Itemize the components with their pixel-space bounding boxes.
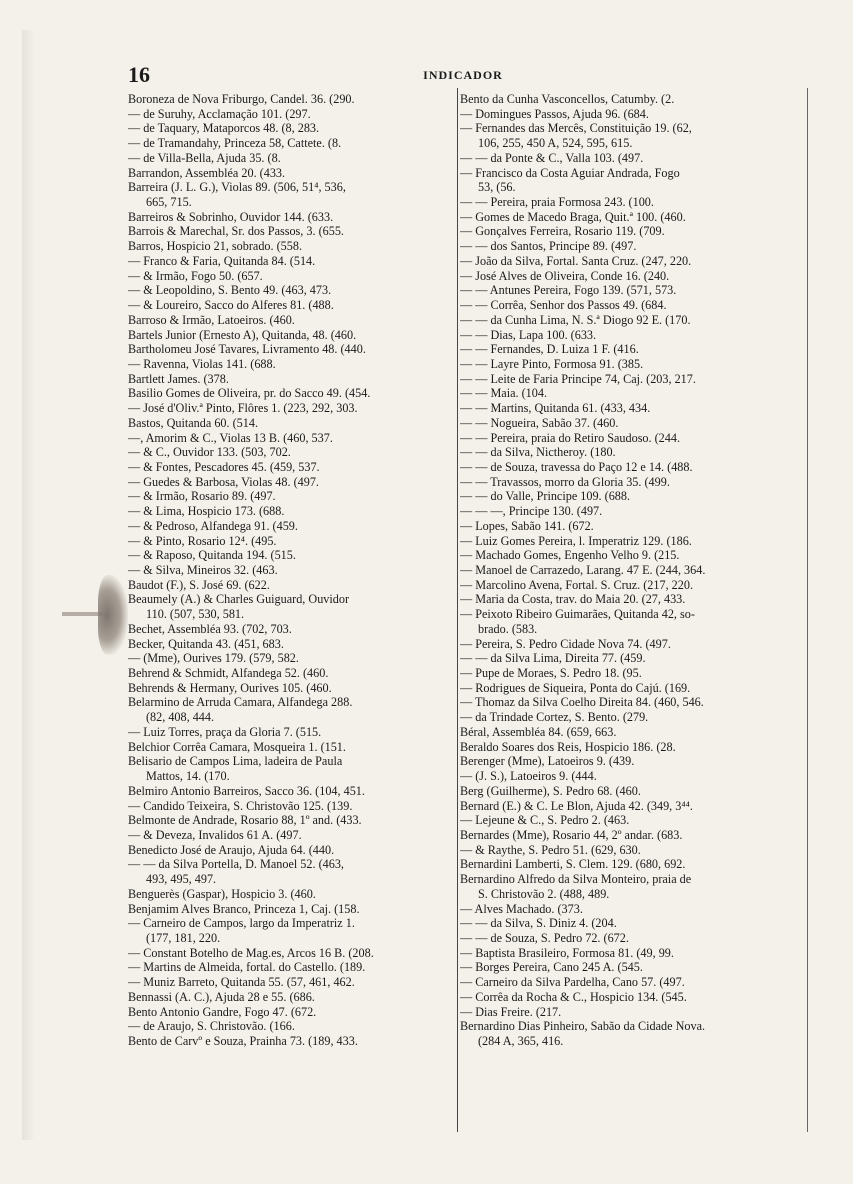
directory-entry: —, Amorim & C., Violas 13 B. (460, 537. [128,430,333,445]
directory-entry: — & Fontes, Pescadores 45. (459, 537. [128,459,320,474]
page-number: 16 [128,62,150,87]
directory-entry: — Constant Botelho de Mag.es, Arcos 16 B. (208. [128,945,374,960]
directory-entry: — — Nogueira, Sabão 37. (460. [460,415,619,430]
directory-entry: Bento de Carvº e Souza, Prainha 73. (189, 433. [128,1034,358,1048]
directory-entry: — — da Cunha Lima, N. S.ª Diogo 92 E. (170. [460,312,691,327]
directory-entry: Berg (Guilherme), S. Pedro 68. (460. [460,783,641,798]
directory-entry: — — Pereira, praia Formosa 243. (100. [460,195,654,210]
directory-entry: Bernardes (Mme), Rosario 44, 2º andar. (683. [460,827,683,842]
directory-entry: brado. (583. [478,621,538,636]
directory-entry: Bernardini Lamberti, S. Clem. 129. (680, 692. [460,857,686,872]
directory-entry: — — Antunes Pereira, Fogo 139. (571, 573. [460,283,677,298]
directory-entry: — Muniz Barreto, Quitanda 55. (57, 461, 462. [128,975,355,990]
directory-entry: Bento Antonio Gandre, Fogo 47. (672. [128,1004,317,1019]
directory-entry: Benedicto José de Araujo, Ajuda 64. (440. [128,842,335,857]
directory-entry: — Ravenna, Violas 141. (688. [128,356,276,371]
directory-entry: Bartlett James. (378. [128,371,229,386]
directory-entry: 493, 495, 497. [146,872,217,887]
directory-entry: — — Dias, Lapa 100. (633. [460,327,597,342]
directory-entry: — Carneiro da Silva Pardelha, Cano 57. (497. [460,975,685,990]
directory-entry: — Francisco da Costa Aguiar Andrada, Fogo [460,165,680,180]
directory-entry: — & Lima, Hospicio 173. (688. [128,504,285,519]
directory-entry: Barros, Hospicio 21, sobrado. (558. [128,239,302,254]
directory-entry: — — do Valle, Principe 109. (688. [460,489,631,504]
directory-entry: — de Suruhy, Acclamação 101. (297. [128,106,311,121]
directory-columns [128,92,808,1132]
right-column [460,92,808,1132]
directory-entry: — José d'Oliv.ª Pinto, Flôres 1. (223, 292, 303. [128,401,358,416]
directory-entry: Boroneza de Nova Friburgo, Candel. 36. (290. [128,92,355,106]
directory-entry: Barrois & Marechal, Sr. dos Passos, 3. (655. [128,224,344,239]
directory-entry: — Machado Gomes, Engenho Velho 9. (215. [460,548,680,563]
directory-entry: — — Pereira, praia do Retiro Saudoso. (244. [460,430,681,445]
directory-entry: — Luiz Gomes Pereira, l. Imperatriz 129. (186. [460,533,692,548]
page-edge-shadow [22,30,36,1140]
running-title: INDICADOR [423,68,503,82]
directory-entry: — — da Silva Portella, D. Manoel 52. (463, [128,857,344,872]
directory-entry: — — de Souza, S. Pedro 72. (672. [460,930,629,945]
directory-entry: — & C., Ouvidor 133. (503, 702. [128,445,291,460]
directory-entry: — Martins de Almeida, fortal. do Castello. (189. [128,960,366,975]
directory-entry: — Carneiro de Campos, largo da Imperatriz 1. [128,916,355,931]
directory-entry: Bastos, Quitanda 60. (514. [128,415,258,430]
directory-entry: — (J. S.), Latoeiros 9. (444. [460,769,597,784]
directory-entry: — Gonçalves Ferreira, Rosario 119. (709. [460,224,665,239]
directory-entry: — & Deveza, Invalidos 61 A. (497. [128,827,302,842]
directory-entry: — Pereira, S. Pedro Cidade Nova 74. (497. [460,636,671,651]
directory-entry: — & Pedroso, Alfandega 91. (459. [128,518,298,533]
directory-entry: — — Fernandes, D. Luiza 1 F. (416. [460,342,639,357]
directory-entry: — & Raposo, Quitanda 194. (515. [128,548,296,563]
directory-entry: Belmonte de Andrade, Rosario 88, 1º and. (433. [128,813,362,828]
directory-entry: Bechet, Assembléa 93. (702, 703. [128,621,292,636]
directory-entry: — João da Silva, Fortal. Santa Cruz. (247, 220. [460,253,692,268]
directory-entry: — Gomes de Macedo Braga, Quit.ª 100. (460. [460,209,686,224]
directory-entry: — Pupe de Moraes, S. Pedro 18. (95. [460,666,642,681]
directory-entry: — — da Ponte & C., Valla 103. (497. [460,150,644,165]
directory-entry: — Dias Freire. (217. [460,1004,562,1019]
directory-entry: Basilio Gomes de Oliveira, pr. do Sacco 49. (454. [128,386,371,401]
directory-entry: Bernard (E.) & C. Le Blon, Ajuda 42. (349, 3⁴⁴. [460,798,693,813]
directory-entry: (82, 408, 444. [146,710,215,725]
directory-entry: — — dos Santos, Principe 89. (497. [460,239,637,254]
directory-entry: — Thomaz da Silva Coelho Direita 84. (460, 546. [460,695,704,710]
directory-entry: Barreira (J. L. G.), Violas 89. (506, 51⁴, 536, [128,180,346,195]
directory-entry: — Rodrigues de Siqueira, Ponta do Cajú. (169. [460,680,691,695]
directory-entry: — Candido Teixeira, S. Christovão 125. (139. [128,798,353,813]
directory-entry: — — Martins, Quitanda 61. (433, 434. [460,401,651,416]
directory-entry: — — da Silva Lima, Direita 77. (459. [460,651,646,666]
directory-entry: — da Trindade Cortez, S. Bento. (279. [460,710,649,725]
directory-entry: Bernardino Alfredo da Silva Monteiro, praia de [460,872,692,887]
directory-entry: — Domingues Passos, Ajuda 96. (684. [460,106,649,121]
directory-entry: — de Araujo, S. Christovão. (166. [128,1019,295,1034]
directory-entry: Belmiro Antonio Barreiros, Sacco 36. (104, 451. [128,783,365,798]
directory-entry: — (Mme), Ourives 179. (579, 582. [128,651,299,666]
directory-entry: Belarmino de Arruda Camara, Alfandega 288. [128,695,353,710]
directory-entry: — & Silva, Mineiros 32. (463. [128,563,278,577]
directory-entry: Belisario de Campos Lima, ladeira de Paula [128,754,343,769]
directory-entry: Bento da Cunha Vasconcellos, Catumby. (2. [460,92,675,106]
directory-entry: — & Loureiro, Sacco do Alferes 81. (488. [128,298,334,313]
directory-entry: — — Travassos, morro da Gloria 35. (499. [460,474,670,489]
directory-entry: Bennassi (A. C.), Ajuda 28 e 55. (686. [128,989,315,1004]
directory-entry: Barrandon, Assembléa 20. (433. [128,165,286,180]
directory-entry: — Franco & Faria, Quitanda 84. (514. [128,253,316,268]
directory-entry: — Lejeune & C., S. Pedro 2. (463. [460,813,630,828]
directory-entry: Mattos, 14. (170. [146,769,230,784]
directory-entry: — Manoel de Carrazedo, Larang. 47 E. (244, 364. [460,563,706,577]
directory-entry: — Luiz Torres, praça da Gloria 7. (515. [128,724,322,739]
left-column [128,92,458,1132]
directory-entry: — Alves Machado. (373. [460,901,583,916]
directory-entry: Baudot (F.), S. José 69. (622. [128,577,270,592]
directory-entry: — — Leite de Faria Principe 74, Caj. (203, 217. [460,371,696,386]
directory-entry: Belchior Corrêa Camara, Mosqueira 1. (151. [128,739,346,754]
directory-entry: — & Raythe, S. Pedro 51. (629, 630. [460,842,641,857]
directory-entry: Behrends & Hermany, Ourives 105. (460. [128,680,332,695]
binding-tab-mark [98,575,128,655]
directory-entry: Barroso & Irmão, Latoeiros. (460. [128,312,295,327]
directory-entry: Benjamim Alves Branco, Princeza 1, Caj. (158. [128,901,360,916]
directory-entry: Behrend & Schmidt, Alfandega 52. (460. [128,666,329,681]
directory-entry: Beaumely (A.) & Charles Guiguard, Ouvidor [128,592,350,607]
directory-entry: Beraldo Soares dos Reis, Hospicio 186. (28. [460,739,676,754]
column-divider [457,88,458,1132]
directory-entry: — Corrêa da Rocha & C., Hospicio 134. (545. [460,989,687,1004]
directory-entry: 106, 255, 450 A, 524, 595, 615. [478,136,633,151]
directory-entry: — & Pinto, Rosario 12⁴. (495. [128,533,277,548]
directory-entry: (177, 181, 220. [146,930,221,945]
directory-entry: — José Alves de Oliveira, Conde 16. (240. [460,268,670,283]
right-edge-rule [807,88,808,1132]
binding-tab-stem [62,612,102,616]
directory-entry: Becker, Quitanda 43. (451, 683. [128,636,284,651]
directory-entry: — de Taquary, Mataporcos 48. (8, 283. [128,121,320,136]
directory-entry: (284 A, 365, 416. [478,1034,564,1048]
directory-entry: — — da Silva, Nictheroy. (180. [460,445,616,460]
directory-entry: — Maria da Costa, trav. do Maia 20. (27, 433. [460,592,686,607]
directory-entry: — Peixoto Ribeiro Guimarães, Quitanda 42, so- [460,607,695,622]
directory-entry: — — da Silva, S. Diniz 4. (204. [460,916,617,931]
directory-entry: 110. (507, 530, 581. [146,607,245,622]
directory-entry: Berenger (Mme), Latoeiros 9. (439. [460,754,635,769]
directory-entry: 665, 715. [146,195,192,210]
directory-entry: Bartels Junior (Ernesto A), Quitanda, 48. (460. [128,327,357,342]
directory-entry: — Guedes & Barbosa, Violas 48. (497. [128,474,319,489]
directory-entry: — — Layre Pinto, Formosa 91. (385. [460,356,644,371]
directory-entry: Barreiros & Sobrinho, Ouvidor 144. (633. [128,209,334,224]
directory-entry: — — de Souza, travessa do Paço 12 e 14. (488. [460,459,693,474]
directory-entry: 53, (56. [478,180,516,195]
directory-entry: — Marcolino Avena, Fortal. S. Cruz. (217, 220. [460,577,693,592]
directory-entry: — — Maia. (104. [460,386,547,401]
directory-entry: — de Villa-Bella, Ajuda 35. (8. [128,150,281,165]
directory-entry: Bartholomeu José Tavares, Livramento 48. (440. [128,342,366,357]
directory-entry: — — —, Principe 130. (497. [460,504,603,519]
directory-entry: — & Irmão, Fogo 50. (657. [128,268,263,283]
page-header [118,62,808,86]
directory-entry: — Lopes, Sabão 141. (672. [460,518,594,533]
directory-entry: Benguerès (Gaspar), Hospicio 3. (460. [128,886,316,901]
directory-entry: — — Corrêa, Senhor dos Passos 49. (684. [460,298,667,313]
directory-entry: — Fernandes das Mercês, Constituição 19. (62, [460,121,692,136]
directory-entry: — & Irmão, Rosario 89. (497. [128,489,276,504]
directory-entry: Bernardino Dias Pinheiro, Sabão da Cidade Nova. [460,1019,706,1034]
directory-entry: — de Tramandahy, Princeza 58, Cattete. (8. [128,136,342,151]
directory-entry: Béral, Assembléa 84. (659, 663. [460,724,617,739]
directory-entry: — Baptista Brasileiro, Formosa 81. (49, 99. [460,945,674,960]
directory-entry: — & Leopoldino, S. Bento 49. (463, 473. [128,283,332,298]
directory-entry: — Borges Pereira, Cano 245 A. (545. [460,960,643,975]
directory-entry: S. Christovão 2. (488, 489. [478,886,610,901]
